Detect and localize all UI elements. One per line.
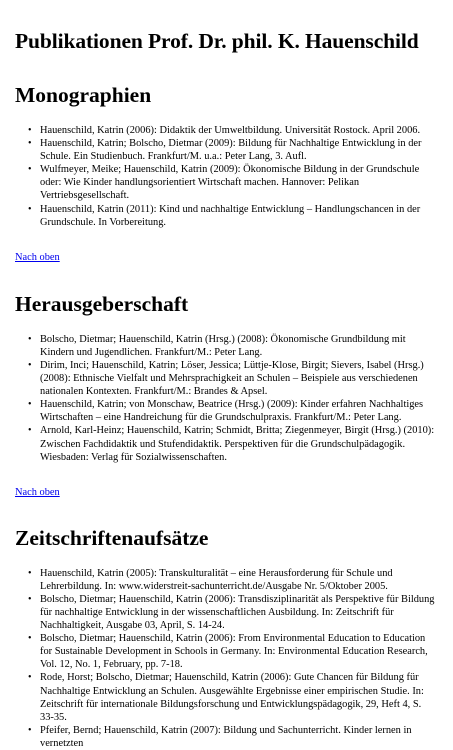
section-heading-monographien: Monographien — [15, 83, 152, 107]
list-item: • Wulfmeyer, Meike; Hauenschild, Katrin (2009): Ökonomische Bildung in der Grundschule oder: Wie Kinder handlungsorientiert Wirtschaft machen. Hannover: Pelikan Vertriebsgesellschaft. — [40, 163, 437, 202]
back-to-top-link[interactable]: Nach oben — [15, 486, 60, 498]
page-title: Publikationen Prof. Dr. phil. K. Hauenschild — [15, 29, 419, 53]
publication-list-monographien — [15, 124, 437, 229]
list-item: • Hauenschild, Katrin; Bolscho, Dietmar (2009): Bildung für Nachhaltige Entwicklung in der Schule. Ein Studienbuch. Frankfurt/M. u.a.: Peter Lang, 3. Aufl. — [40, 137, 437, 163]
list-item: • Rode, Horst; Bolscho, Dietmar; Hauenschild, Katrin (2006): Gute Chancen für Bildung für Nachhaltige Entwicklung an Schulen. Ausgewählte Ergebnisse einer empirischen Studie. In: Zeitschrift für internationale Bildungsforschung und Entwicklungspädagogik, 29, Heft 4, S. 33-35. — [40, 671, 437, 723]
list-item: • Arnold, Karl-Heinz; Hauenschild, Katrin; Schmidt, Britta; Ziegenmeyer, Birgit (Hrsg.) (2010): Zwischen Fachdidaktik und Stufendidaktik. Perspektiven für die Grundschulpädagogik. Wiesbaden: Verlag für Sozialwissenschaften. — [40, 424, 437, 463]
publication-list-zeitschriftenaufsaetze — [15, 567, 437, 750]
publication-list-herausgeberschaft — [15, 333, 437, 464]
list-item: • Bolscho, Dietmar; Hauenschild, Katrin (2006): Transdisziplinarität als Perspektive für Bildung für nachhaltige Entwicklung in der wissenschaftlichen Ausbildung. In: Zeitschrift für Nachhaltigkeit, Ausgabe 03, April, S. 14-24. — [40, 593, 437, 632]
back-to-top-link[interactable]: Nach oben — [15, 251, 60, 263]
list-item: • Hauenschild, Katrin (2006): Didaktik der Umweltbildung. Universität Rostock. April 2006. — [40, 124, 437, 137]
list-item: • Hauenschild, Katrin (2005): Transkulturalität – eine Herausforderung für Schule und Lehrerbildung. In: www.widerstreit-sachunterricht.de/Ausgabe Nr. 5/Oktober 2005. — [40, 567, 437, 593]
list-item: • Pfeifer, Bernd; Hauenschild, Katrin (2007): Bildung und Sachunterricht. Kinder lernen in vernetzten — [40, 724, 437, 750]
list-item: • Hauenschild, Katrin; von Monschaw, Beatrice (Hrsg.) (2009): Kinder erfahren Nachhaltiges Wirtschaften – eine Handreichung für die Grundschulpraxis. Frankfurt/M.: Peter Lang. — [40, 398, 437, 424]
list-item: • Dirim, Inci; Hauenschild, Katrin; Löser, Jessica; Lüttje-Klose, Birgit; Sievers, Isabel (Hrsg.) (2008): Ethnische Vielfalt und Mehrsprachigkeit an Schulen – Beispiele aus verschiedenen nationalen Kontexten. Frankfurt/M.: Brandes & Apsel. — [40, 359, 437, 398]
section-heading-herausgeberschaft: Herausgeberschaft — [15, 291, 189, 316]
section-heading-zeitschriftenaufsaetze: Zeitschriftenaufsätze — [15, 525, 209, 550]
list-item: • Bolscho, Dietmar; Hauenschild, Katrin (2006): From Environmental Education to Education for Sustainable Development in Schools in Germany. In: Environmental Education Research, Vol. 12, No. 1, February, pp. 7-18. — [40, 632, 437, 671]
list-item: • Bolscho, Dietmar; Hauenschild, Katrin (Hrsg.) (2008): Ökonomische Grundbildung mit Kindern und Jugendlichen. Frankfurt/M.: Peter Lang. — [40, 333, 437, 359]
list-item: • Hauenschild, Katrin (2011): Kind und nachhaltige Entwicklung – Handlungschancen in der Grundschule. In Vorbereitung. — [40, 203, 437, 229]
